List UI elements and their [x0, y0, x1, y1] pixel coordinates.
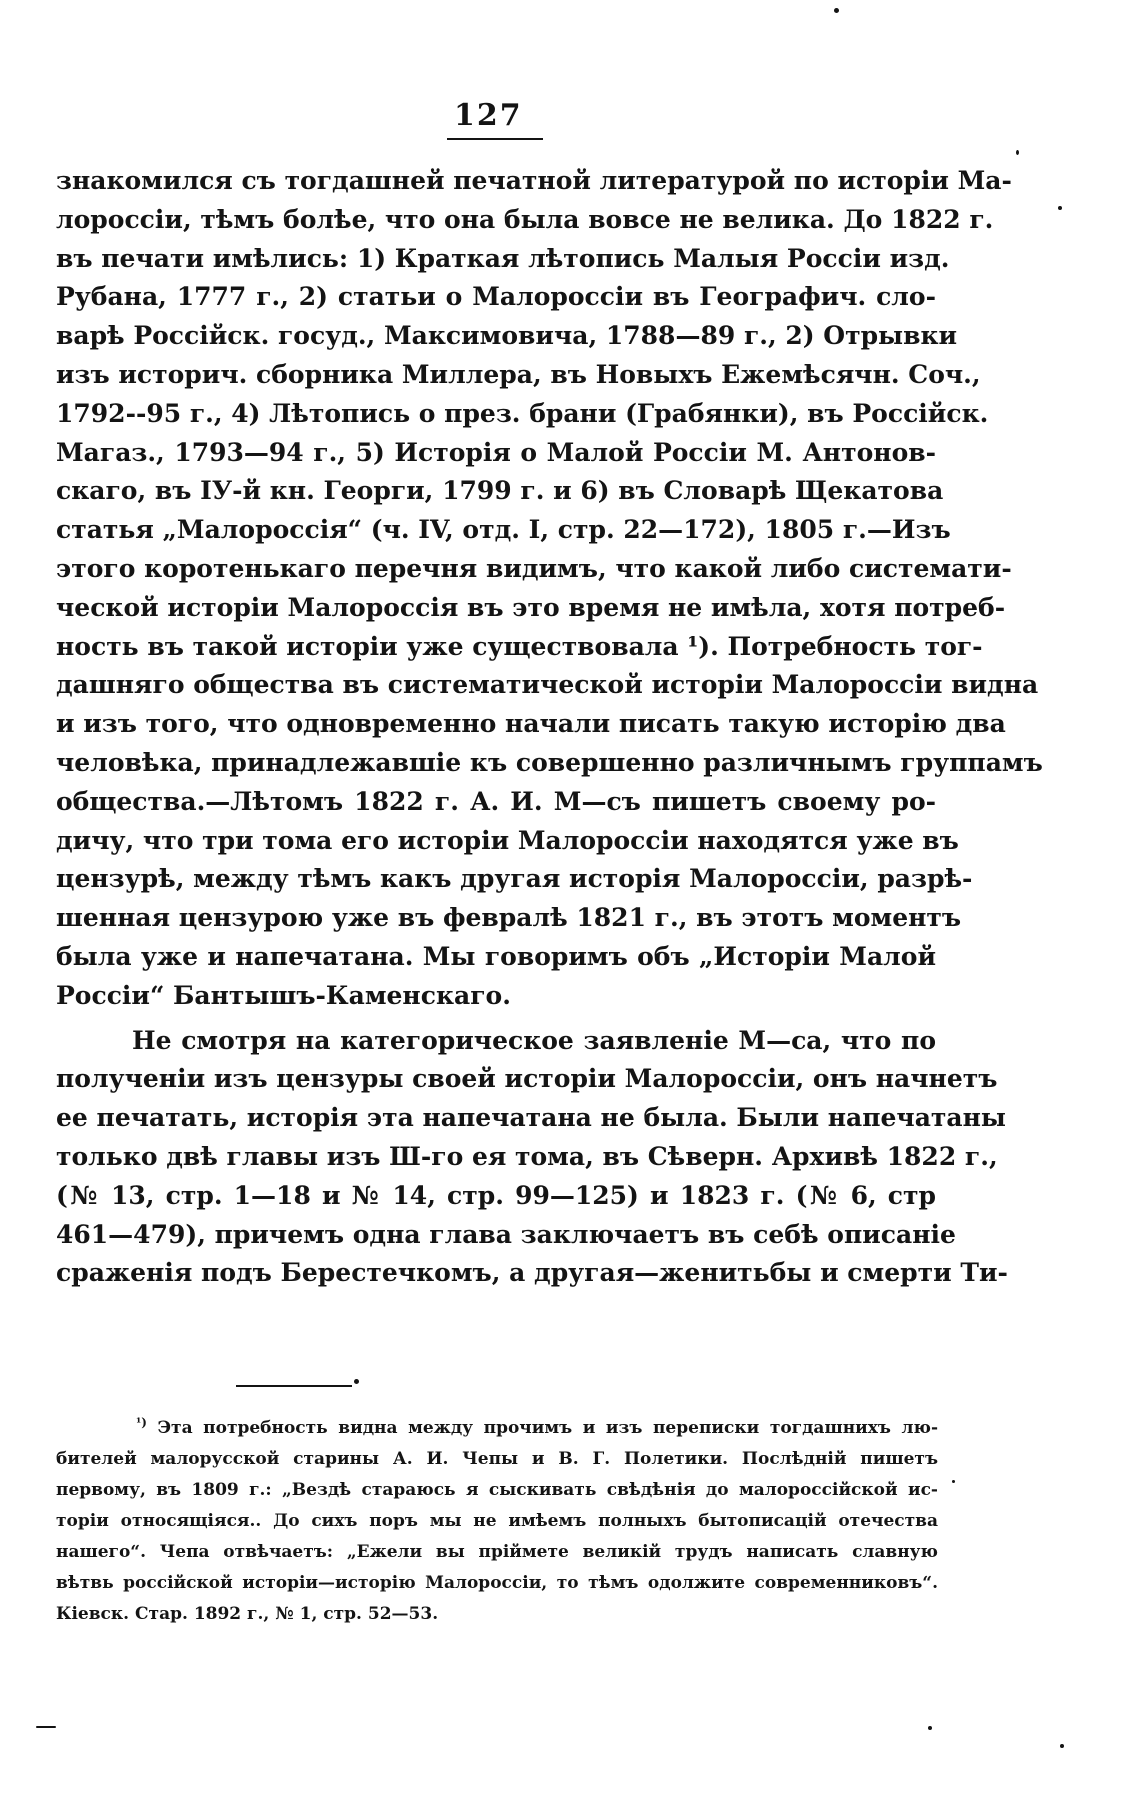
scan-speck	[834, 8, 839, 13]
text-line: и изъ того, что одновременно начали писать такую исторію два	[56, 709, 1006, 739]
text-line: ческой исторіи Малороссія въ это время не имѣла, хотя потреб-	[56, 592, 1006, 622]
text-line: Рубана, 1777 г., 2) статьи о Малороссіи въ Географич. сло-	[56, 282, 936, 312]
main-text	[56, 162, 1043, 1293]
footnote-line: бителей малорусской старины А. И. Чепы и В. Г. Полетики. Послѣдній пишетъ	[56, 1449, 938, 1469]
text-line: была уже и напечатана. Мы говоримъ объ „Исторіи Малой	[56, 941, 936, 971]
text-line: 1792--95 г., 4) Лѣтопись о през. брани (Грабянки), въ Россійск.	[56, 398, 989, 428]
text-line: 461—479), причемъ одна глава заключаетъ въ себѣ описаніе	[56, 1219, 956, 1249]
footnote-line	[56, 1413, 938, 1444]
text-line: дичу, что три тома его исторіи Малороссіи находятся уже въ	[56, 825, 959, 855]
text-line: изъ историч. сборника Миллера, въ Новыхъ Ежемѣсячн. Соч.,	[56, 359, 981, 389]
text-line: въ печати имѣлись: 1) Краткая лѣтопись Малыя Россіи изд.	[56, 243, 950, 273]
scan-speck	[1016, 150, 1019, 155]
footnote-separator	[236, 1385, 352, 1387]
paragraph-start-line: Не смотря на категорическое заявленіе М—са, что по	[132, 1025, 936, 1055]
footnote-marker: ¹)	[136, 1415, 147, 1430]
footnote-line: нашего“. Чепа отвѣчаетъ: „Ежели вы пріймете великій трудъ написать славную	[56, 1542, 938, 1562]
scan-speck	[928, 1726, 932, 1730]
footnote-line: первому, въ 1809 г.: „Вездѣ стараюсь я сыскивать свѣдѣнія до малороссійской ис-	[56, 1480, 938, 1500]
text-line: ность въ такой исторіи уже существовала ¹). Потребность тог-	[56, 631, 983, 661]
page-number-underline	[447, 138, 543, 140]
footnote-line: Кіевск. Стар. 1892 г., № 1, стр. 52—53.	[56, 1604, 439, 1624]
text-line: (№ 13, стр. 1—18 и № 14, стр. 99—125) и 1823 г. (№ 6, стр	[56, 1180, 936, 1210]
scan-speck	[1060, 1744, 1064, 1748]
text-line: лороссіи, тѣмъ болѣе, что она была вовсе не велика. До 1822 г.	[56, 204, 994, 234]
text-line: полученіи изъ цензуры своей исторіи Малороссіи, онъ начнетъ	[56, 1064, 998, 1094]
text-line: шенная цензурою уже въ февралѣ 1821 г., въ этотъ моментъ	[56, 903, 962, 933]
footnote-line: вѣтвь россійской исторіи—исторію Малороссіи, то тѣмъ одолжите современниковъ“.	[56, 1573, 938, 1593]
text-line: общества.—Лѣтомъ 1822 г. А. И. М—съ пишетъ своему ро-	[56, 786, 936, 816]
text-line: человѣка, принадлежавшіе къ совершенно различнымъ группамъ	[56, 747, 1043, 777]
separator-dot	[354, 1379, 359, 1384]
footnote-line: торіи относящіяся.. До сихъ поръ мы не имѣемъ полныхъ бытописацій отечества	[56, 1511, 938, 1531]
text-line: только двѣ главы изъ Ш-го ея тома, въ Сѣверн. Архивѣ 1822 г.,	[56, 1141, 998, 1171]
paragraph-end-line: Россіи“ Бантышъ-Каменскаго.	[56, 980, 511, 1010]
text-line: сраженія подъ Берестечкомъ, а другая—женитьбы и смерти Ти-	[56, 1258, 1008, 1288]
scan-speck	[36, 1726, 56, 1728]
text-line: дашняго общества въ систематической исторіи Малороссіи видна	[56, 670, 1039, 700]
text-line: статья „Малороссія“ (ч. IV, отд. I, стр. 22—172), 1805 г.—Изъ	[56, 515, 951, 545]
text-line: цензурѣ, между тѣмъ какъ другая исторія Малороссіи, разрѣ-	[56, 864, 973, 894]
scan-speck	[952, 1480, 955, 1483]
page-number: 127	[454, 98, 523, 133]
text-line: скаго, въ IУ-й кн. Георги, 1799 г. и 6) въ Словарѣ Щекатова	[56, 476, 944, 506]
text-line: варѣ Россійск. госуд., Максимовича, 1788—89 г., 2) Отрывки	[56, 321, 958, 351]
text-line: ее печатать, исторія эта напечатана не была. Были напечатаны	[56, 1103, 1006, 1133]
text-line: этого коротенькаго перечня видимъ, что какой либо системати-	[56, 553, 1012, 583]
scan-speck	[1058, 206, 1062, 210]
footnote-text: Эта потребность видна между прочимъ и изъ переписки тогдашнихъ лю-	[157, 1418, 938, 1438]
text-line: знакомился съ тогдашней печатной литературой по исторіи Ма-	[56, 166, 1012, 195]
text-line: Магаз., 1793—94 г., 5) Исторія о Малой Россіи М. Антонов-	[56, 437, 936, 467]
footnote	[56, 1413, 938, 1630]
